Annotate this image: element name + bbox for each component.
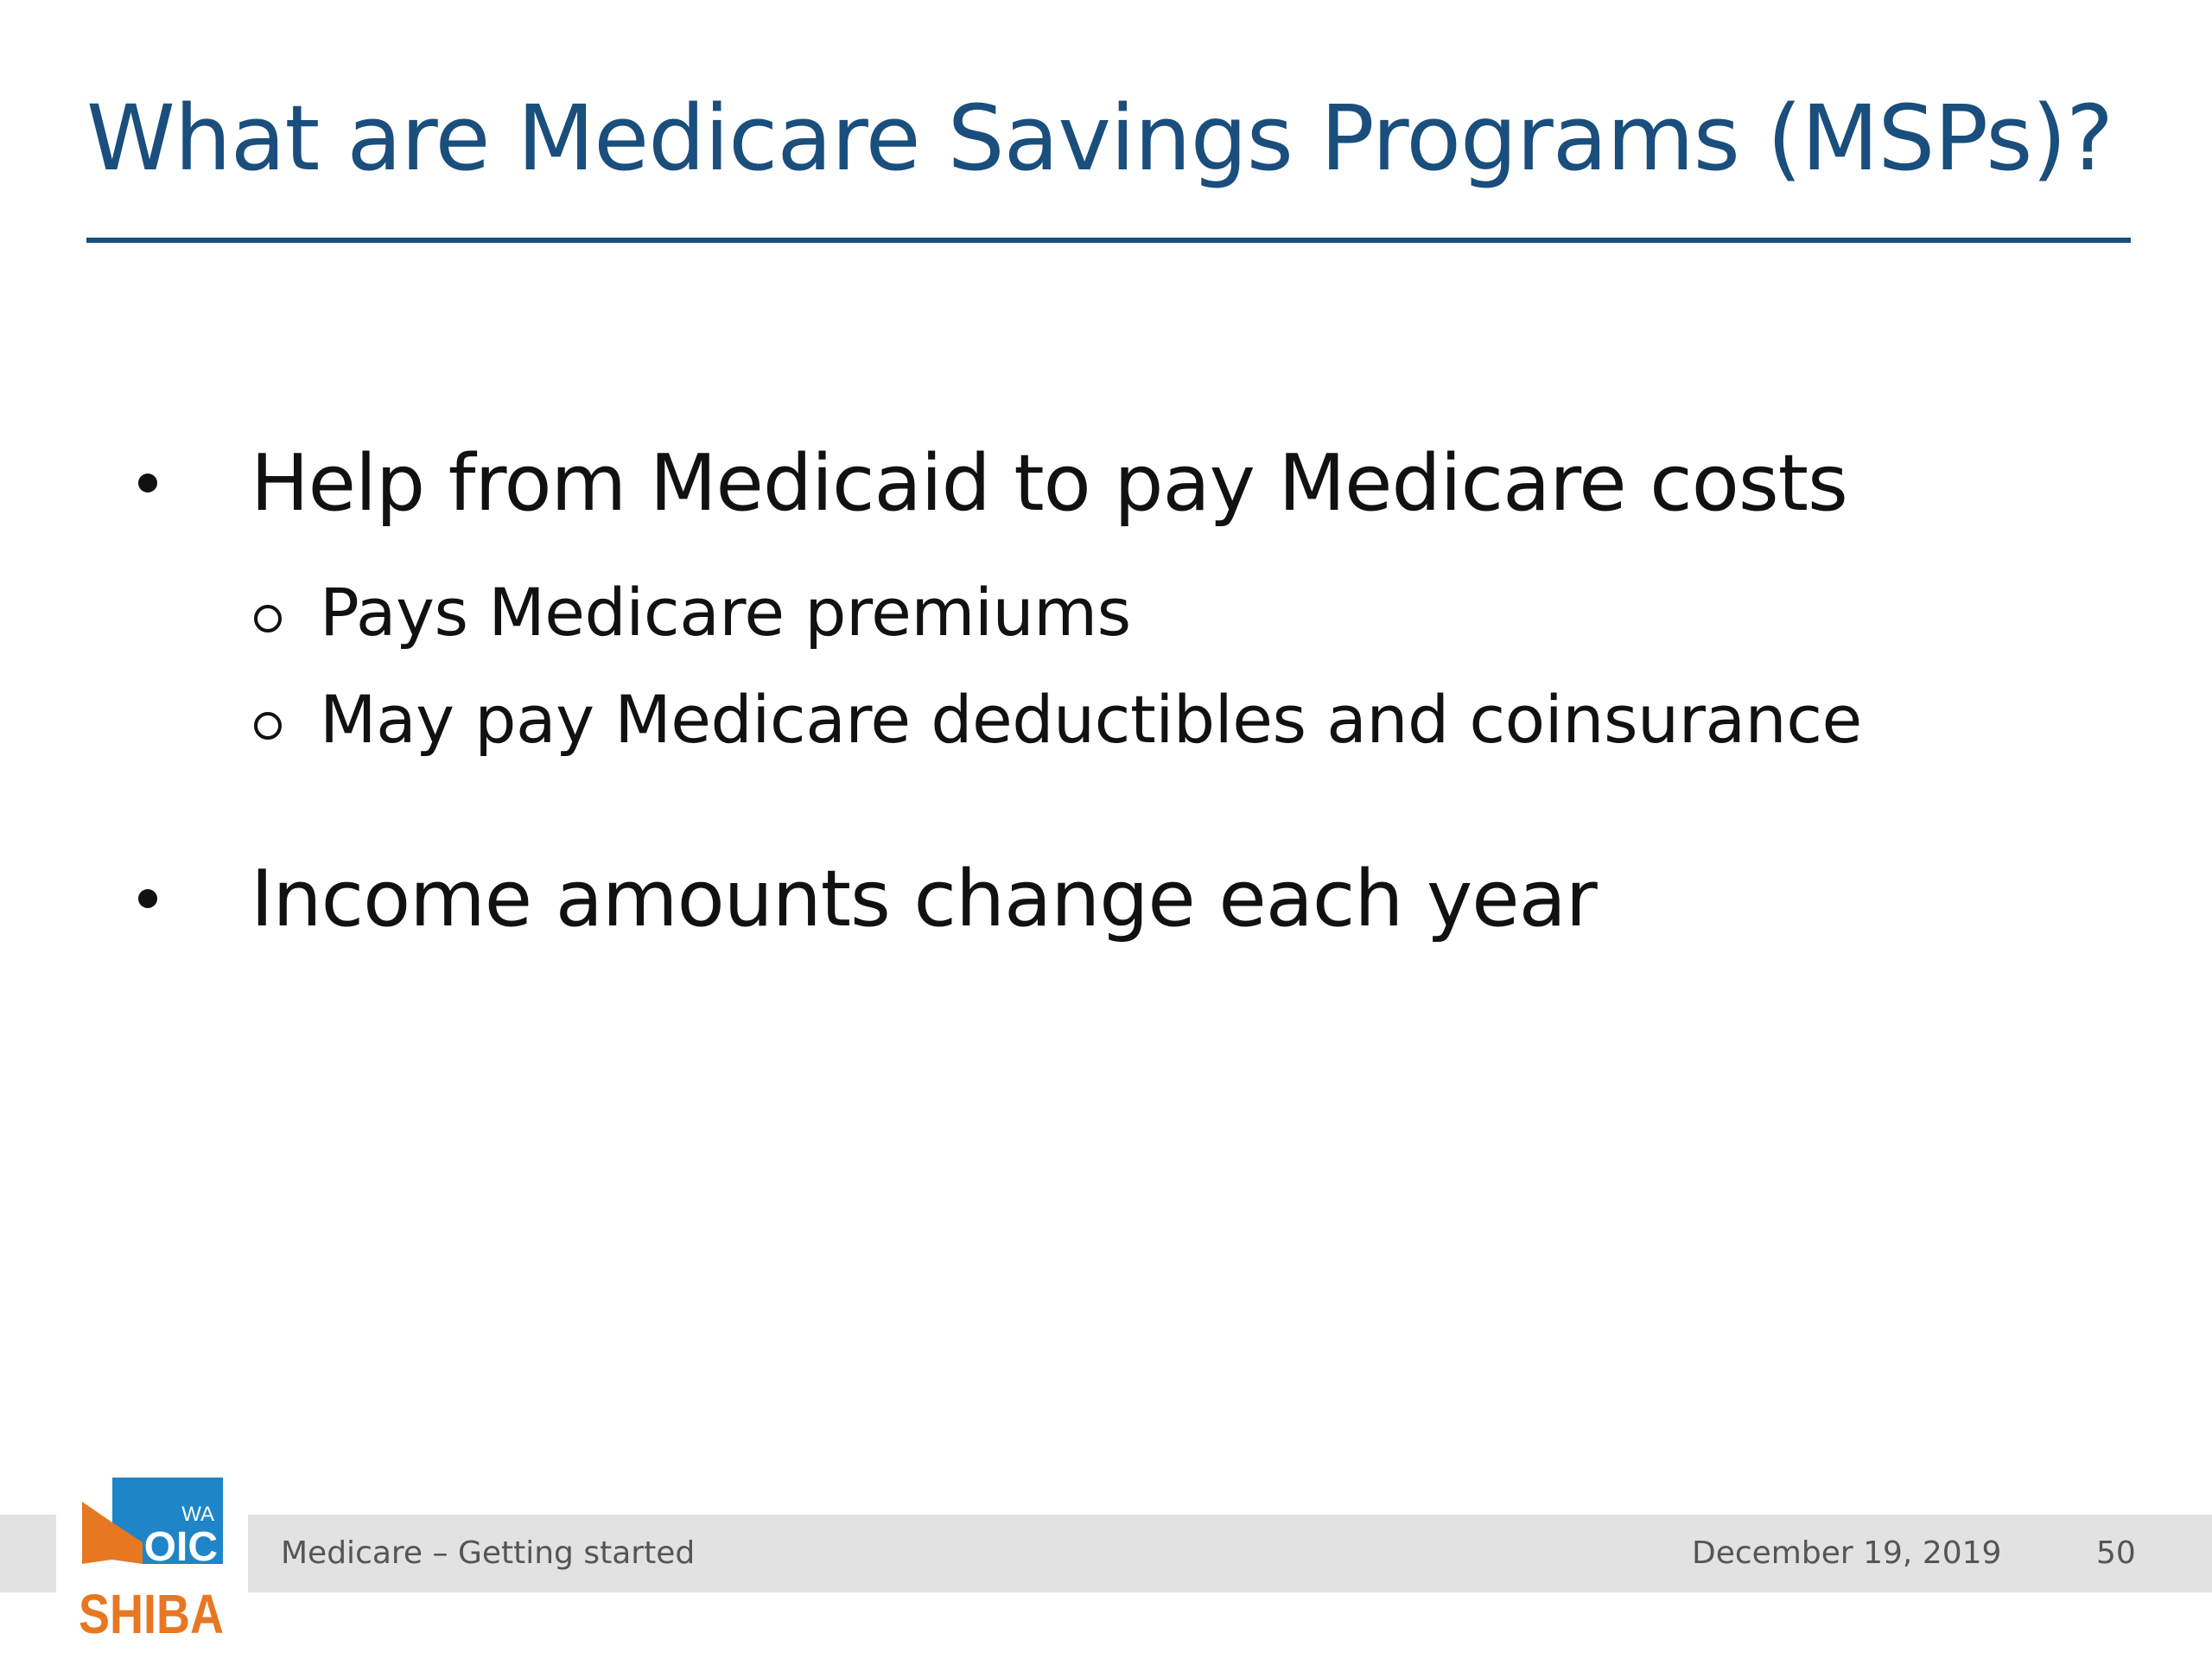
bullet-dot-icon bbox=[138, 474, 157, 493]
logo-wa-text: WA bbox=[181, 1503, 214, 1526]
bullet-text: Help from Medicaid to pay Medicare costs bbox=[251, 438, 1847, 529]
sub-bullet-text: May pay Medicare deductibles and coinsurance bbox=[320, 681, 1862, 758]
footer-page-number: 50 bbox=[2096, 1535, 2136, 1571]
logo-shiba-text: SHIBA bbox=[79, 1583, 224, 1645]
sub-bullet-text: Pays Medicare premiums bbox=[320, 574, 1131, 651]
logo-oic-text: OIC bbox=[143, 1524, 218, 1570]
footer-date: December 19, 2019 bbox=[1692, 1535, 2002, 1571]
bullet-text: Income amounts change each year bbox=[251, 854, 1597, 944]
bullet-dot-icon bbox=[138, 889, 157, 908]
hollow-circle-bullet-icon bbox=[254, 605, 282, 632]
logo-orange-fold bbox=[82, 1502, 112, 1564]
slide-title: What are Medicare Savings Programs (MSPs)? bbox=[86, 86, 2113, 191]
title-underline bbox=[86, 238, 2131, 243]
footer-presentation-title: Medicare – Getting started bbox=[281, 1535, 696, 1571]
hollow-circle-bullet-icon bbox=[254, 712, 282, 740]
oic-shiba-logo bbox=[78, 1478, 225, 1645]
